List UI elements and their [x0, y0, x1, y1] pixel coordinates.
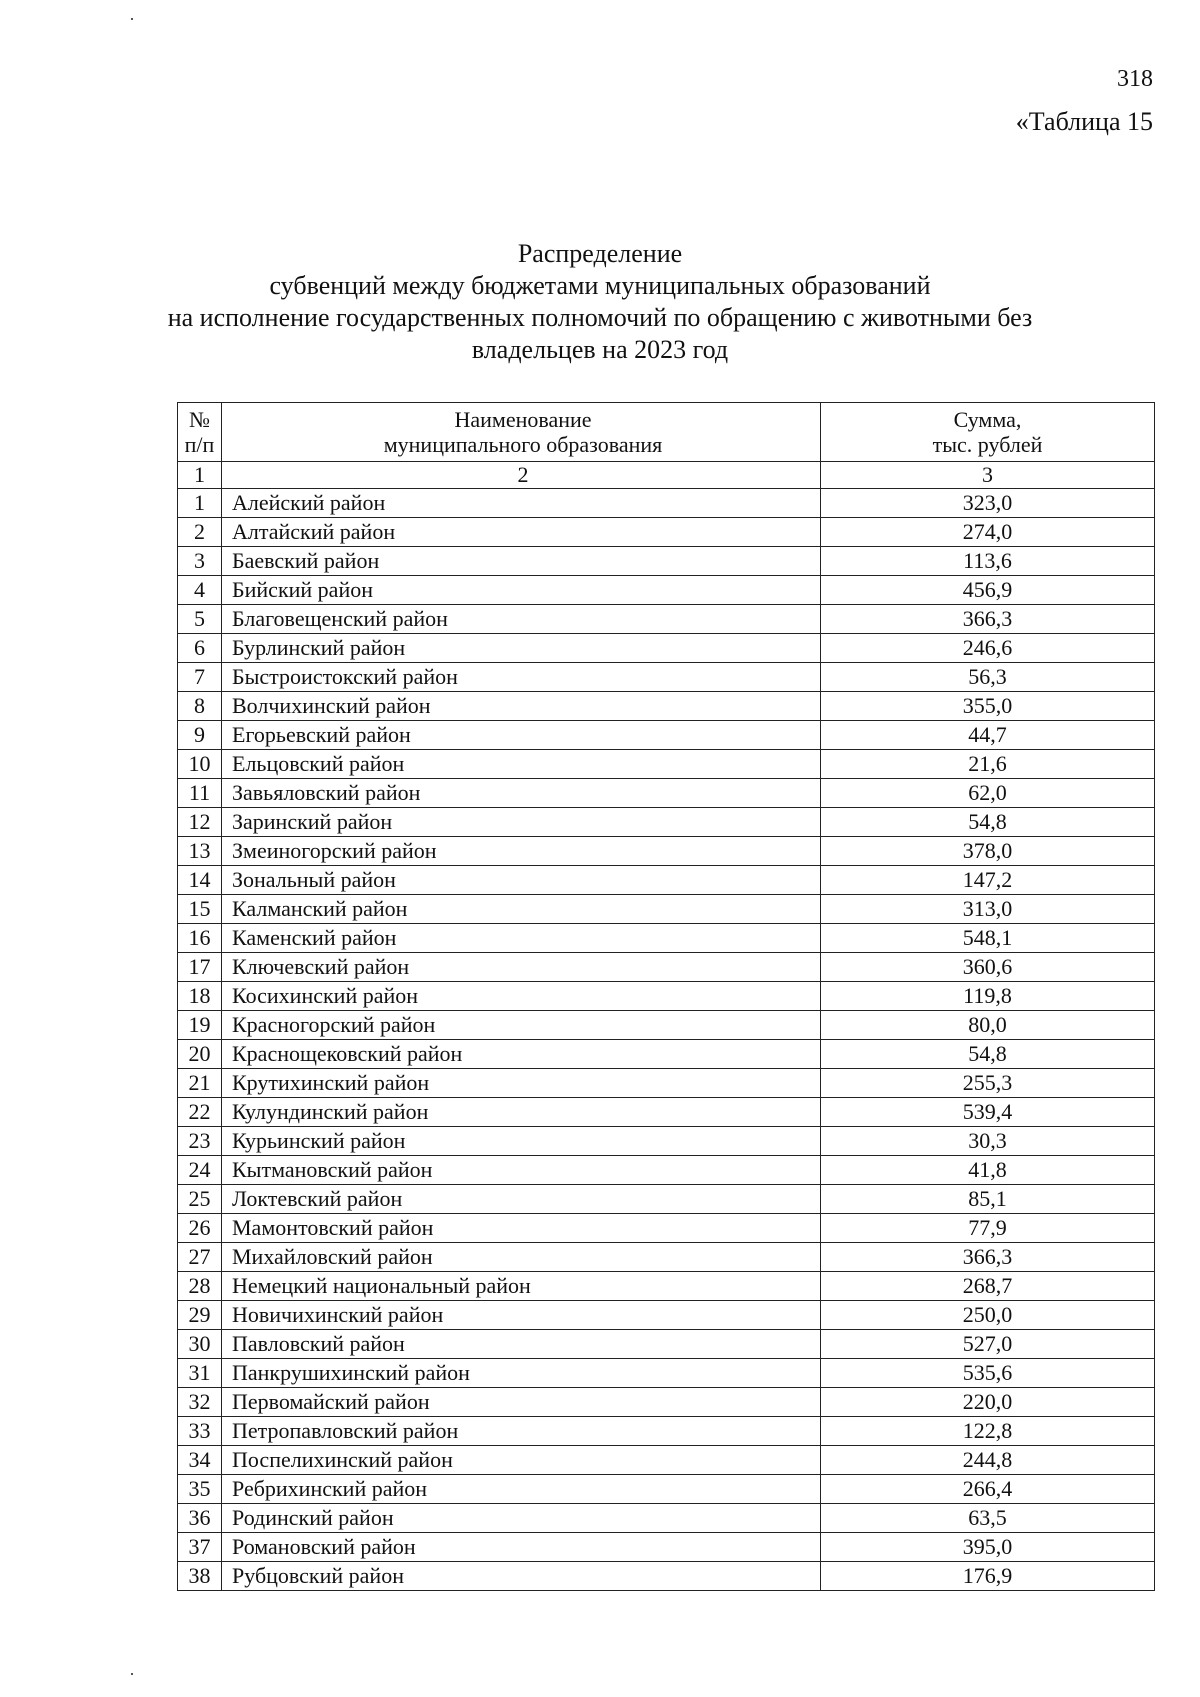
subvention-amount: 220,0	[821, 1388, 1155, 1417]
row-number: 17	[178, 953, 222, 982]
row-number: 33	[178, 1417, 222, 1446]
subvention-amount: 366,3	[821, 1243, 1155, 1272]
row-number: 2	[178, 518, 222, 547]
table-row	[178, 1011, 1155, 1040]
municipality-name: Бурлинский район	[222, 634, 821, 663]
municipality-name: Немецкий национальный район	[222, 1272, 821, 1301]
table-row	[178, 924, 1155, 953]
row-number: 10	[178, 750, 222, 779]
title-line: владельцев на 2023 год	[471, 335, 729, 364]
row-number: 30	[178, 1330, 222, 1359]
column-number: 2	[222, 462, 821, 489]
subvention-amount: 41,8	[821, 1156, 1155, 1185]
table-row	[178, 1562, 1155, 1591]
subvention-amount: 250,0	[821, 1301, 1155, 1330]
subvention-amount: 323,0	[821, 489, 1155, 518]
row-number: 14	[178, 866, 222, 895]
title-line: субвенций между бюджетами муниципальных образований	[269, 271, 931, 300]
subvention-amount: 113,6	[821, 547, 1155, 576]
municipality-name: Ельцовский район	[222, 750, 821, 779]
municipality-name: Калманский район	[222, 895, 821, 924]
table-row	[178, 605, 1155, 634]
header-num: № п/п	[178, 403, 222, 462]
subvention-amount: 539,4	[821, 1098, 1155, 1127]
row-number: 25	[178, 1185, 222, 1214]
subvention-amount: 355,0	[821, 692, 1155, 721]
municipality-name: Курьинский район	[222, 1127, 821, 1156]
municipality-name: Михайловский район	[222, 1243, 821, 1272]
table-row	[178, 1533, 1155, 1562]
municipality-name: Красногорский район	[222, 1011, 821, 1040]
municipality-name: Локтевский район	[222, 1185, 821, 1214]
subvention-amount: 77,9	[821, 1214, 1155, 1243]
subvention-amount: 268,7	[821, 1272, 1155, 1301]
subvention-amount: 56,3	[821, 663, 1155, 692]
subvention-amount: 44,7	[821, 721, 1155, 750]
subvention-amount: 378,0	[821, 837, 1155, 866]
row-number: 36	[178, 1504, 222, 1533]
subvention-amount: 80,0	[821, 1011, 1155, 1040]
subvention-amount: 246,6	[821, 634, 1155, 663]
table-row	[178, 808, 1155, 837]
table-row	[178, 1504, 1155, 1533]
subvention-amount: 548,1	[821, 924, 1155, 953]
subvention-amount: 395,0	[821, 1533, 1155, 1562]
municipality-name: Первомайский район	[222, 1388, 821, 1417]
table-row	[178, 489, 1155, 518]
municipality-name: Бийский район	[222, 576, 821, 605]
municipality-name: Рубцовский район	[222, 1562, 821, 1591]
municipality-name: Быстроистокский район	[222, 663, 821, 692]
municipality-name: Каменский район	[222, 924, 821, 953]
municipality-name: Краснощековский район	[222, 1040, 821, 1069]
municipality-name: Мамонтовский район	[222, 1214, 821, 1243]
municipality-name: Зональный район	[222, 866, 821, 895]
municipality-name: Завьяловский район	[222, 779, 821, 808]
subvention-amount: 244,8	[821, 1446, 1155, 1475]
table-row	[178, 518, 1155, 547]
subvention-amount: 313,0	[821, 895, 1155, 924]
municipality-name: Поспелихинский район	[222, 1446, 821, 1475]
municipality-name: Алейский район	[222, 489, 821, 518]
table-row	[178, 1185, 1155, 1214]
row-number: 13	[178, 837, 222, 866]
row-number: 22	[178, 1098, 222, 1127]
row-number: 11	[178, 779, 222, 808]
table-row	[178, 1098, 1155, 1127]
row-number: 8	[178, 692, 222, 721]
municipality-name: Волчихинский район	[222, 692, 821, 721]
table-row	[178, 1446, 1155, 1475]
table-row	[178, 1069, 1155, 1098]
row-number: 9	[178, 721, 222, 750]
row-number: 20	[178, 1040, 222, 1069]
subvention-amount: 147,2	[821, 866, 1155, 895]
subvention-amount: 360,6	[821, 953, 1155, 982]
row-number: 37	[178, 1533, 222, 1562]
title-line: Распределение	[517, 239, 683, 268]
subvention-amount: 274,0	[821, 518, 1155, 547]
row-number: 21	[178, 1069, 222, 1098]
municipality-name: Родинский район	[222, 1504, 821, 1533]
subvention-amount: 456,9	[821, 576, 1155, 605]
row-number: 28	[178, 1272, 222, 1301]
subvention-amount: 30,3	[821, 1127, 1155, 1156]
document-title	[150, 238, 1050, 366]
table-row	[178, 1301, 1155, 1330]
table-row	[178, 663, 1155, 692]
table-row	[178, 895, 1155, 924]
municipality-name: Кытмановский район	[222, 1156, 821, 1185]
table-row	[178, 721, 1155, 750]
table-row	[178, 1417, 1155, 1446]
table-row	[178, 692, 1155, 721]
row-number: 18	[178, 982, 222, 1011]
table-row	[178, 750, 1155, 779]
municipality-name: Новичихинский район	[222, 1301, 821, 1330]
table-row	[178, 634, 1155, 663]
row-number: 26	[178, 1214, 222, 1243]
table-row	[178, 953, 1155, 982]
municipality-name: Кулундинский район	[222, 1098, 821, 1127]
row-number: 12	[178, 808, 222, 837]
row-number: 6	[178, 634, 222, 663]
municipality-name: Благовещенский район	[222, 605, 821, 634]
row-number: 23	[178, 1127, 222, 1156]
table-row	[178, 1359, 1155, 1388]
table-row	[178, 1272, 1155, 1301]
column-number-row	[178, 462, 1155, 489]
row-number: 19	[178, 1011, 222, 1040]
subvention-amount: 21,6	[821, 750, 1155, 779]
row-number: 34	[178, 1446, 222, 1475]
municipality-name: Ребрихинский район	[222, 1475, 821, 1504]
municipality-name: Змеиногорский район	[222, 837, 821, 866]
row-number: 38	[178, 1562, 222, 1591]
table-row	[178, 982, 1155, 1011]
municipality-name: Алтайский район	[222, 518, 821, 547]
table-row	[178, 1388, 1155, 1417]
row-number: 5	[178, 605, 222, 634]
column-number: 3	[821, 462, 1155, 489]
subvention-amount: 535,6	[821, 1359, 1155, 1388]
row-number: 16	[178, 924, 222, 953]
table-row	[178, 1127, 1155, 1156]
municipality-name: Заринский район	[222, 808, 821, 837]
subvention-amount: 54,8	[821, 1040, 1155, 1069]
subvention-amount: 62,0	[821, 779, 1155, 808]
scan-speck	[131, 18, 133, 20]
table-row	[178, 1156, 1155, 1185]
municipality-name: Петропавловский район	[222, 1417, 821, 1446]
subvention-amount: 366,3	[821, 605, 1155, 634]
municipality-name: Ключевский район	[222, 953, 821, 982]
table-row	[178, 866, 1155, 895]
row-number: 7	[178, 663, 222, 692]
title-line: на исполнение государственных полномочий по обращению с животными без	[167, 303, 1033, 332]
subvention-amount: 266,4	[821, 1475, 1155, 1504]
header-sum: Сумма, тыс. рублей	[821, 403, 1155, 462]
table-row	[178, 779, 1155, 808]
column-number: 1	[178, 462, 222, 489]
table-row	[178, 1475, 1155, 1504]
page-number: 318	[1117, 66, 1153, 92]
subvention-amount: 527,0	[821, 1330, 1155, 1359]
table-row	[178, 547, 1155, 576]
row-number: 24	[178, 1156, 222, 1185]
municipality-name: Романовский район	[222, 1533, 821, 1562]
table-row	[178, 576, 1155, 605]
subvention-amount: 255,3	[821, 1069, 1155, 1098]
table-row	[178, 1330, 1155, 1359]
row-number: 1	[178, 489, 222, 518]
municipality-name: Баевский район	[222, 547, 821, 576]
row-number: 31	[178, 1359, 222, 1388]
row-number: 32	[178, 1388, 222, 1417]
row-number: 15	[178, 895, 222, 924]
municipality-name: Егорьевский район	[222, 721, 821, 750]
municipality-name: Павловский район	[222, 1330, 821, 1359]
municipality-name: Панкрушихинский район	[222, 1359, 821, 1388]
table-label: «Таблица 15	[1015, 107, 1153, 136]
row-number: 29	[178, 1301, 222, 1330]
row-number: 3	[178, 547, 222, 576]
subvention-amount: 54,8	[821, 808, 1155, 837]
table-row	[178, 1040, 1155, 1069]
municipality-name: Крутихинский район	[222, 1069, 821, 1098]
row-number: 35	[178, 1475, 222, 1504]
table-header-row	[178, 403, 1155, 462]
table-row	[178, 837, 1155, 866]
header-name: Наименование муниципального образования	[222, 403, 821, 462]
subvention-amount: 85,1	[821, 1185, 1155, 1214]
subvention-amount: 119,8	[821, 982, 1155, 1011]
table-row	[178, 1214, 1155, 1243]
subvention-table	[177, 402, 1155, 1591]
municipality-name: Косихинский район	[222, 982, 821, 1011]
subvention-amount: 63,5	[821, 1504, 1155, 1533]
subvention-amount: 176,9	[821, 1562, 1155, 1591]
table-row	[178, 1243, 1155, 1272]
subvention-amount: 122,8	[821, 1417, 1155, 1446]
row-number: 27	[178, 1243, 222, 1272]
scan-speck	[131, 1673, 133, 1675]
row-number: 4	[178, 576, 222, 605]
